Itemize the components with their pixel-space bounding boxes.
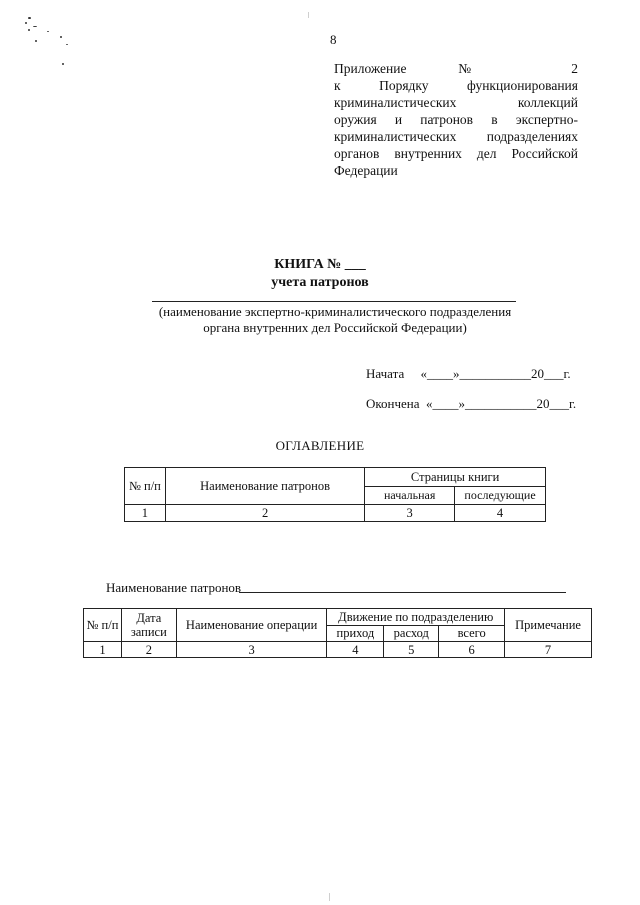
cartridge-name-label: Наименование патронов [106,580,242,595]
toc-table [124,467,546,522]
department-caption-line: (наименование экспертно-криминалистического подразделения [158,304,512,319]
ledger-header-movement: Движение по подразделению [327,609,505,626]
appendix-line: к Порядку функционирования [334,78,578,93]
toc-header-name: Наименование патронов [165,468,364,505]
appendix-line: криминалистических подразделениях [334,129,578,144]
ledger-header-date: Дата записи [121,609,176,642]
ledger-header-number: № п/п [84,609,122,642]
start-date: Начата «____»___________20___г. [366,366,571,381]
table-row [125,505,546,522]
ledger-col-index: 1 [84,642,122,658]
department-caption-line: органа внутренних дел Российской Федерации) [203,320,467,335]
appendix-line: криминалистических коллекций [334,95,578,110]
ledger-col-index: 5 [384,642,439,658]
ledger-col-index: 4 [327,642,384,658]
appendix-line: органов внутренних дел Российской [334,146,578,161]
book-subtitle: учета патронов [271,275,369,290]
ledger-col-index: 7 [505,642,592,658]
appendix-line: оружия и патронов в экспертно- [334,112,578,127]
cartridge-name-fill-line [239,592,566,593]
book-title: КНИГА № ___ [274,257,366,272]
toc-header-number: № п/п [125,468,166,505]
department-fill-line [152,301,516,302]
ledger-header-operation: Наименование операции [176,609,327,642]
book-title-block [0,256,640,292]
toc-col-index: 2 [165,505,364,522]
ledger-header-note: Примечание [505,609,592,642]
ledger-col-index: 2 [121,642,176,658]
ledger-header-total: всего [439,625,505,642]
page-number: 8 [330,32,337,47]
ledger-table [83,608,592,658]
scan-mark [308,12,309,18]
appendix-block [334,60,578,179]
department-caption [120,304,550,336]
table-row [84,642,592,658]
end-date: Окончена «____»___________20___г. [366,396,577,411]
toc-header-first: начальная [365,486,455,505]
appendix-line: Федерации [334,163,398,178]
ledger-col-index: 3 [176,642,327,658]
ledger-header-income: приход [327,625,384,642]
scan-mark [329,893,330,901]
toc-col-index: 1 [125,505,166,522]
toc-col-index: 4 [455,505,546,522]
toc-header-pages: Страницы книги [365,468,546,487]
toc-header-next: последующие [455,486,546,505]
toc-col-index: 3 [365,505,455,522]
toc-heading: ОГЛАВЛЕНИЕ [275,438,365,453]
appendix-line: Приложение № 2 [334,61,578,76]
ledger-col-index: 6 [439,642,505,658]
ledger-header-expense: расход [384,625,439,642]
